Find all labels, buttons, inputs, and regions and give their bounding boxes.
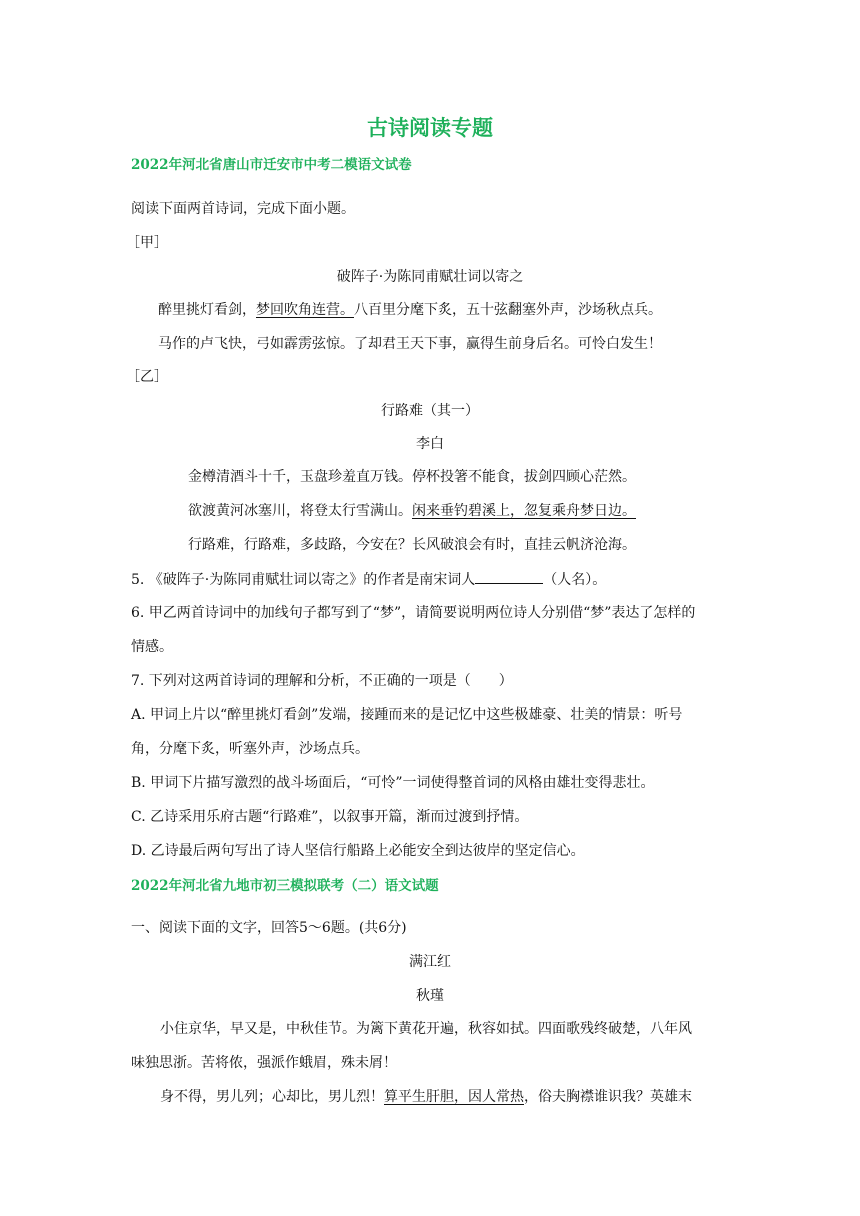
- poem1-line-2: 马作的卢飞快，弓如霹雳弦惊。了却君王天下事，赢得生前身后名。可怜白发生！: [158, 336, 662, 352]
- section-heading-1: 2022年河北省唐山市迁安市中考二模语文试卷: [131, 157, 412, 173]
- page-title: 古诗阅读专题: [367, 115, 493, 140]
- answer-blank[interactable]: [475, 569, 543, 584]
- poem2-line-2-start: 欲渡黄河冰塞川，将登太行雪满山。: [188, 503, 412, 519]
- poem2-line-1: 金樽清酒斗十千，玉盘珍羞直万钱。停杯投箸不能食，拔剑四顾心茫然。: [188, 469, 636, 485]
- underlined-dream-line-2: 闲来垂钓碧溪上，忽复乘舟梦日边。: [412, 503, 636, 519]
- question-6-line-1: 6. 甲乙两首诗词中的加线句子都写到了“梦”，请简要说明两位诗人分别借“梦”表达了怎样的: [131, 605, 696, 621]
- question-5-suffix: （人名）。: [543, 572, 607, 588]
- label-jia: ［甲］: [126, 235, 168, 251]
- poem3-author: 秋瑾: [416, 988, 444, 1004]
- option-d: D. 乙诗最后两句写出了诗人坚信行船路上必能安全到达彼岸的坚定信心。: [131, 843, 585, 859]
- poem3-title: 满江红: [409, 954, 451, 970]
- underlined-dream-line-1: 梦回吹角连营。: [256, 302, 354, 318]
- poem2-author: 李白: [416, 436, 444, 452]
- question-5: [131, 569, 606, 590]
- poem1-line-1-start: 醉里挑灯看剑，: [158, 302, 256, 318]
- poem3-para-1-line-2: 味独思浙。苦将侬，强派作蛾眉，殊未屑！: [131, 1055, 397, 1071]
- poem2-line-3: 行路难，行路难，多歧路，今安在？长风破浪会有时，直挂云帆济沧海。: [188, 537, 636, 553]
- question-6-line-2: 情感。: [131, 639, 173, 655]
- question-7: 7. 下列对这两首诗词的理解和分析，不正确的一项是（ ）: [131, 673, 513, 689]
- option-a-line-2: 角，分麾下炙，听塞外声，沙场点兵。: [131, 741, 369, 757]
- poem1-title: 破阵子·为陈同甫赋壮词以寄之: [336, 269, 524, 285]
- label-yi: ［乙］: [126, 369, 168, 385]
- poem3-para-2-end: ，俗夫胸襟谁识我？英雄末: [524, 1089, 692, 1105]
- poem1-line-1: [158, 300, 662, 320]
- instruction-text: 阅读下面两首诗词，完成下面小题。: [131, 201, 355, 217]
- poem2-title: 行路难（其一）: [381, 403, 479, 419]
- section-heading-2: 2022年河北省九地市初三模拟联考（二）语文试题: [131, 878, 439, 894]
- section2-instruction: 一、阅读下面的文字，回答5～6题。(共6分): [131, 920, 407, 936]
- poem2-line-2: [188, 501, 636, 521]
- option-b: B. 甲词下片描写激烈的战斗场面后，“可怜”一词使得整首词的风格由雄壮变得悲壮。: [131, 775, 655, 791]
- poem3-para-2-line-1: [160, 1087, 692, 1107]
- option-c: C. 乙诗采用乐府古题“行路难”，以叙事开篇，渐而过渡到抒情。: [131, 809, 529, 825]
- poem3-para-2-start: 身不得，男儿列；心却比，男儿烈！: [160, 1089, 384, 1105]
- poem3-para-1-line-1: 小住京华，早又是，中秋佳节。为篱下黄花开遍，秋容如拭。四面歌残终破楚，八年风: [160, 1021, 692, 1037]
- poem1-line-1-end: 八百里分麾下炙，五十弦翻塞外声，沙场秋点兵。: [354, 302, 662, 318]
- question-5-text: 5. 《破阵子·为陈同甫赋壮词以寄之》的作者是南宋词人: [131, 572, 476, 588]
- underlined-phrase: 算平生肝胆，因人常热: [384, 1089, 524, 1105]
- option-a-line-1: A. 甲词上片以“醉里挑灯看剑”发端，接踵而来的是记忆中这些极雄豪、壮美的情景：听号: [131, 707, 683, 723]
